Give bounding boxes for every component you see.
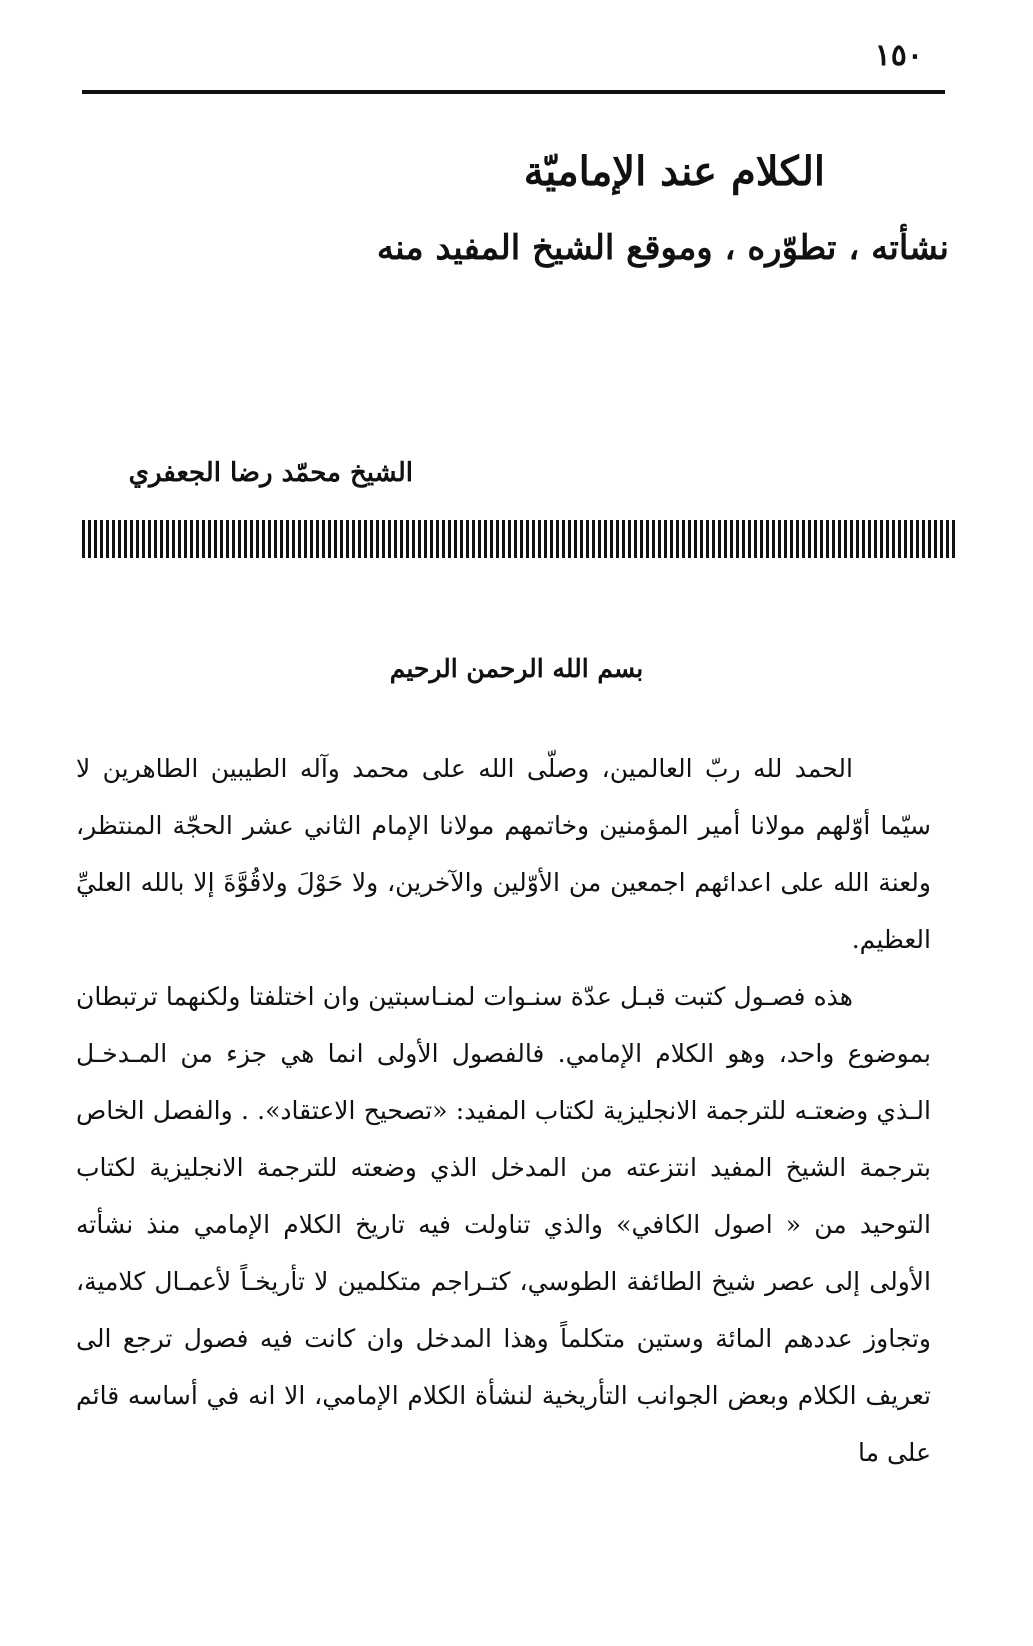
article-subtitle: نشأته ، تطوّره ، وموقع الشيخ المفيد منه — [376, 228, 949, 268]
header-rule — [82, 90, 945, 94]
author-name: الشيخ محمّد رضا الجعفري — [128, 458, 413, 488]
basmala: بسم الله الرحمن الرحيم — [389, 654, 644, 683]
page-number: ١٥٠ — [874, 38, 923, 73]
paragraph: هذه فصـول كتبت قبـل عدّة سنـوات لمنـاسبتين وان اختلفتا ولكنهما ترتبطان بموضوع واحد، وهو الكلام الإمامي. فالفصول الأولى انما هي جزء من المـدخـل الـذي وضعتـه للترجمة الانجليزية لكتاب المفيد: «تصحيح الاعتقاد». . والفصل الخاص بترجمة الشيخ المفيد انتزعته من المدخل الذي وضعته للترجمة الانجليزية لكتاب التوحيد من « اصول الكافي» والذي تناولت فيه تاريخ الكلام الإمامي منذ نشأته الأولى إلى عصر شيخ الطائفة الطوسي، كتـراجم متكلمين لا تأريخـاً لأعمـال كلامية، وتجاوز عددهم المائة وستين متكلماً وهذا المدخل وان كانت فيه فصول ترجع الى تعريف الكلام وبعض الجوانب التأريخية لنشأة الكلام الإمامي، الا انه في أساسه قائم على ما — [76, 982, 931, 1467]
article-title: الكلام عند الإماميّة — [523, 148, 825, 195]
paragraph: الحمد لله ربّ العالمين، وصلّى الله على محمد وآله الطيبين الطاهرين لا سيّما أوّلهم مولانا أمير المؤمنين وخاتمهم مولانا الإمام الثاني عشر الحجّة المنتظر، ولعنة الله على اعدائهم اجمعين من الأوّلين والآخرين، ولا حَوْلَ ولاقُوَّةَ إلا بالله العليِّ العظيم. — [76, 754, 931, 954]
decorative-divider — [82, 520, 958, 558]
body-text — [76, 740, 931, 1481]
